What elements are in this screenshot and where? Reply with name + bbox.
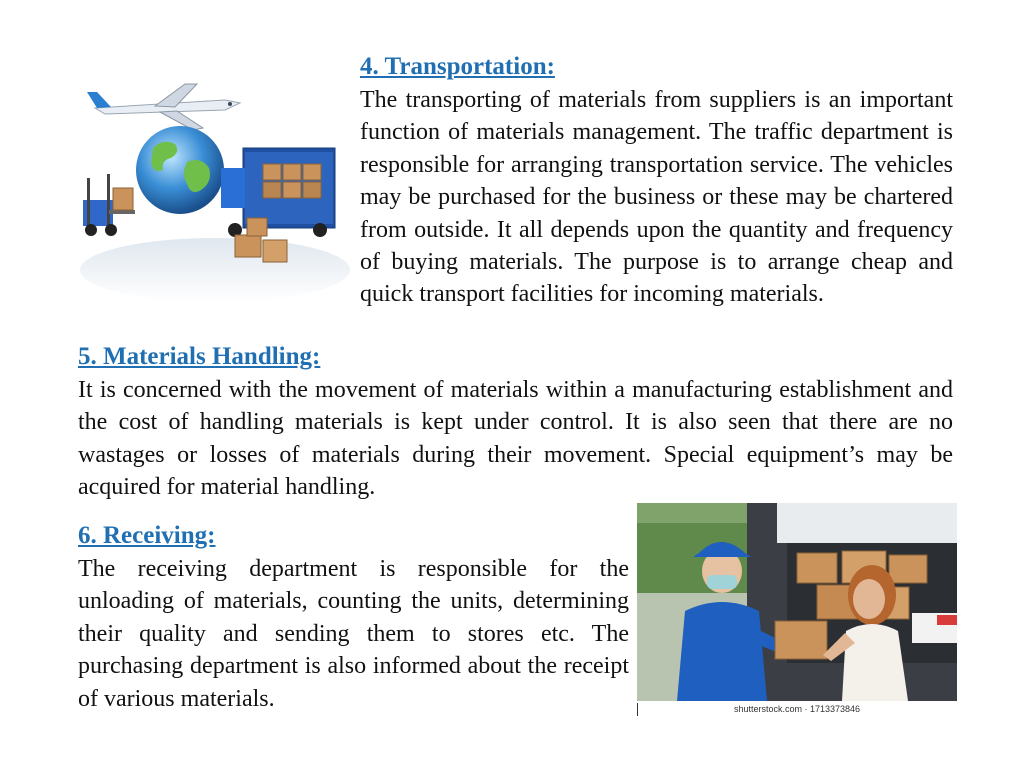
section-heading-materials-handling: 5. Materials Handling: — [78, 343, 321, 370]
section-heading-transportation: 4. Transportation: — [360, 53, 555, 80]
section-body-transportation: The transporting of materials from suppliers is an important function of materials management. The traffic department is responsible for arranging transportation service. The vehicles may be purchased for the business or these may be chartered from outside. It all depends upon the quantity and frequency of buying materials. The purpose is to arrange cheap and quick transport facilities for incoming materials. — [360, 87, 953, 308]
transportation-illustration — [75, 70, 350, 305]
transportation-illustration-graphic — [75, 70, 350, 305]
section-heading-receiving: 6. Receiving: — [78, 522, 216, 549]
photo-credit: shutterstock.com · 1713373846 — [733, 704, 861, 714]
section-body-receiving: The receiving department is responsible for the unloading of materials, counting the units, determining their quality and sending them to stores etc. The purchasing department is also informed about the receipt of various materials. — [78, 556, 629, 712]
receiving-photo-graphic — [637, 503, 957, 701]
section-body-materials-handling: It is concerned with the movement of materials within a manufacturing establishment and the cost of handling materials is kept under control. It is also seen that there are no wastages or losses of materials during their movement. Special equipment’s may be acquired for material handling. — [78, 377, 953, 501]
receiving-photo — [637, 503, 957, 701]
